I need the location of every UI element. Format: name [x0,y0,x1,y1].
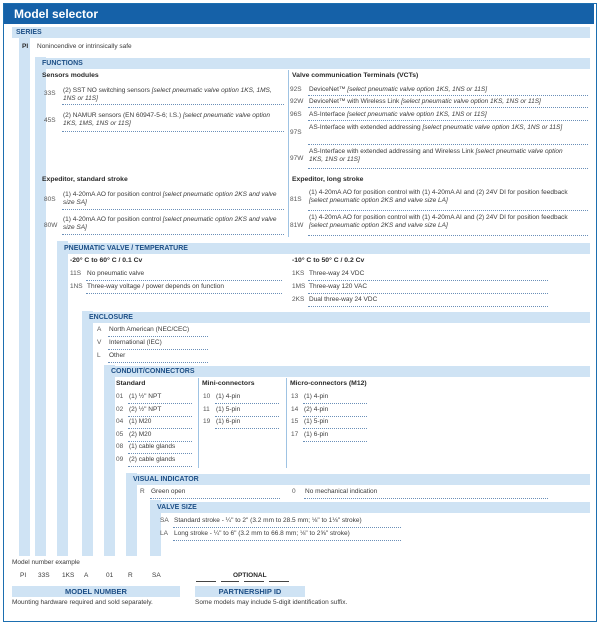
row-divider [308,144,588,145]
exp-std-title: Expeditor, standard stroke [42,176,128,183]
expeditor-divider [288,175,289,237]
valvesize-header: VALVE SIZE [153,502,590,513]
row-divider [303,441,367,442]
conduit-std-item: (1) M20 [129,418,152,425]
vct-code-92s: 92S [290,86,302,93]
exp-code-80s: 80S [44,196,56,203]
row-divider [304,498,548,499]
vct-code-97w: 97W [290,155,304,162]
row-divider [128,403,192,404]
vs-code-la: LA [160,530,168,537]
enclosure-bar [82,311,93,556]
exp-long-title: Expeditor, long stroke [292,176,364,183]
conduit-divider-1 [198,378,199,468]
row-divider [215,428,279,429]
example-code-2: 1KS [62,572,75,579]
vct-92w: DeviceNet™ with Wireless Link [select pneumatic valve option 1KS, 1NS or 11S] [309,98,541,105]
row-divider [128,453,192,454]
enclosure-header: ENCLOSURE [85,312,590,323]
conduit-micro-item-code: 17 [291,430,299,438]
vct-97w: AS-Interface with extended addressing and Wireless Link [select pneumatic valve option 1KS, 1NS or 11S] [309,148,563,163]
mounting-note: Mounting hardware required and sold separately. [12,599,153,606]
example-code-1: 33S [38,572,50,579]
pneumatic-right-title: -10° C to 50° C / 0.2 Cv [292,257,365,264]
vis-code-0: 0 [292,488,296,495]
example-code-5: R [128,572,133,579]
enc-code-l: L [97,352,101,359]
conduit-std-item: (1) cable glands [129,443,176,450]
visual-header: VISUAL INDICATOR [129,474,590,485]
blank-line [244,581,264,582]
example-label: Model number example [12,559,80,566]
conduit-mini-item-code: 10 [203,393,211,400]
conduit-std-item-code: 04 [116,418,124,425]
conduit-mini-item-code: 19 [203,418,211,425]
page-title: Model selector [14,7,99,21]
row-divider [308,210,588,211]
pneu-code-1ns: 1NS [70,283,83,290]
pneu-2ks: Dual three-way 24 VDC [309,296,378,303]
row-divider [173,527,401,528]
blank-line [196,581,216,582]
row-divider [303,428,367,429]
visual-bar [126,473,137,556]
series-code: PI [22,43,29,50]
conduit-std-item: (2) M20 [129,430,152,438]
conduit-std-item: (2) ½" NPT [129,405,162,413]
model-number-bar: MODEL NUMBER [12,586,180,597]
conduit-std-item: (1) ½" NPT [129,393,162,400]
vs-la: Long stroke - ¼" to 6" (3.2 mm to 66.8 mm; ⅛" to 2⅝" stroke) [174,530,350,537]
vis-0: No mechanical indication [305,488,378,495]
row-divider [308,306,548,307]
example-code-3: A [84,572,89,579]
row-divider [308,107,588,108]
row-divider [128,416,192,417]
pneu-1ms: Three-way 120 VAC [309,283,368,290]
conduit-micro-item: (1) 5-pin [304,418,329,425]
conduit-micro-item-code: 15 [291,418,299,425]
series-desc: Nonincendive or intrinsically safe [37,43,132,50]
pneumatic-left-title: -20° C to 60° C / 0.1 Cv [70,257,143,264]
functions-divider [288,70,289,176]
row-divider [128,428,192,429]
vs-sa: Standard stroke - ¼" to 2" (3.2 mm to 28.5 mm; ⅛" to 1⅛" stroke) [174,517,362,524]
pneu-11s: No pneumatic valve [87,270,145,277]
pneu-code-2ks: 2KS [292,296,305,303]
exp-code-80w: 80W [44,222,58,229]
suffix-note: Some models may include 5-digit identification suffix. [195,599,348,606]
conduit-micro-item: (2) 4-pin [304,405,329,413]
row-divider [215,416,279,417]
row-divider [308,235,588,236]
sensor-code-33s: 33S [44,90,56,97]
conduit-micro-item-code: 14 [291,405,299,413]
series-header: SERIES [12,27,590,38]
vct-code-92w: 92W [290,98,304,105]
series-bar [19,38,30,556]
sensor-code-45s: 45S [44,117,56,124]
row-divider [303,403,367,404]
conduit-divider-2 [286,378,287,468]
row-divider [308,293,548,294]
row-divider [308,120,588,121]
conduit-mini-item: (1) 6-pin [216,418,241,425]
row-divider [173,540,401,541]
conduit-std-item-code: 02 [116,405,124,413]
vs-code-sa: SA [160,517,169,524]
vct-96s: AS-Interface [select pneumatic valve option 1KS, 1NS or 11S] [309,111,487,118]
enc-l: Other [109,352,126,359]
row-divider [308,280,548,281]
row-divider [108,336,208,337]
functions-bar [35,57,46,556]
conduit-std-item-code: 01 [116,393,124,400]
example-code-4: 01 [106,572,114,579]
sensors-title: Sensors modules [42,72,99,79]
exp-81w: (1) 4-20mA AO for position control with (1) 4-20mA AI and (2) 24V DI for position feedback [select pneumatic option 2KS and valve size LA] [309,214,568,229]
pneu-1ks: Three-way 24 VDC [309,270,365,277]
conduit-std-item-code: 09 [116,455,124,463]
example-code-6: SA [152,572,161,579]
enc-v: International (IEC) [109,339,162,346]
conduit-std-item-code: 05 [116,430,124,438]
conduit-micro-item: (1) 4-pin [304,393,329,400]
blank-line [221,581,239,582]
vct-code-96s: 96S [290,111,302,118]
exp-code-81s: 81S [290,196,302,203]
row-divider [128,441,192,442]
enc-code-a: A [97,326,102,333]
conduit-header: CONDUIT/CONNECTORS [107,366,590,377]
conduit-micro-item: (1) 6-pin [304,430,329,438]
row-divider [86,280,282,281]
vct-97s: AS-Interface with extended addressing [select pneumatic valve option 1KS, 1NS or 11S] [309,124,563,131]
example-code-0: PI [20,572,27,579]
sensor-33s: (2) SST NO switching sensors [select pneumatic valve option 1KS, 1MS, 1NS or 11S] [63,87,272,102]
vis-code-r: R [140,488,145,495]
pneumatic-bar [57,241,68,556]
row-divider [150,498,280,499]
exp-80w: (1) 4-20mA AO for position control [select pneumatic option 2KS and valve size SA] [63,216,277,231]
title-bar [4,4,594,24]
exp-code-81w: 81W [290,222,304,229]
row-divider [108,349,208,350]
row-divider [62,234,284,235]
sensor-45s: (2) NAMUR sensors (EN 60947-5-6; I.S.) [select pneumatic valve option 1KS, 1MS, 1NS or 11S] [63,112,271,127]
conduit-micro-title: Micro-connectors (M12) [290,380,367,387]
row-divider [215,403,279,404]
row-divider [108,362,208,363]
conduit-bar [104,365,115,556]
enc-code-v: V [97,339,102,346]
row-divider [303,416,367,417]
vis-r: Green open [151,488,186,495]
row-divider [308,95,588,96]
exp-80s: (1) 4-20mA AO for position control [select pneumatic option 2KS and valve size SA] [63,191,277,206]
blank-line [269,581,289,582]
vct-code-97s: 97S [290,129,302,136]
enc-a: North American (NEC/CEC) [109,326,190,333]
pneu-code-11s: 11S [70,270,82,277]
functions-header: FUNCTIONS [38,58,590,69]
row-divider [128,466,192,467]
conduit-mini-title: Mini-connectors [202,380,255,387]
conduit-mini-item: (1) 5-pin [216,405,241,413]
pneumatic-header: PNEUMATIC VALVE / TEMPERATURE [60,243,590,254]
optional-label: OPTIONAL [233,572,267,579]
row-divider [62,209,284,210]
pneu-code-1ms: 1MS [292,283,306,290]
conduit-mini-item: (1) 4-pin [216,393,241,400]
row-divider [62,104,284,105]
pneu-code-1ks: 1KS [292,270,305,277]
row-divider [62,131,284,132]
partnership-id-bar: PARTNERSHIP ID [195,586,305,597]
vct-title: Valve communication Terminals (VCTs) [292,72,419,79]
conduit-micro-item-code: 13 [291,393,299,400]
row-divider [308,168,588,169]
exp-81s: (1) 4-20mA AO for position control with (1) 4-20mA AI and (2) 24V DI for position feedback [select pneumatic option 2KS and valve size LA] [309,189,568,204]
conduit-std-item: (2) cable glands [129,455,176,463]
pneu-1ns: Three-way voltage / power depends on function [87,283,224,290]
conduit-std-title: Standard [116,380,146,387]
conduit-std-item-code: 08 [116,443,124,450]
row-divider [86,293,282,294]
vct-92s: DeviceNet™ [select pneumatic valve option 1KS, 1NS or 11S] [309,86,488,93]
conduit-mini-item-code: 11 [203,405,210,413]
